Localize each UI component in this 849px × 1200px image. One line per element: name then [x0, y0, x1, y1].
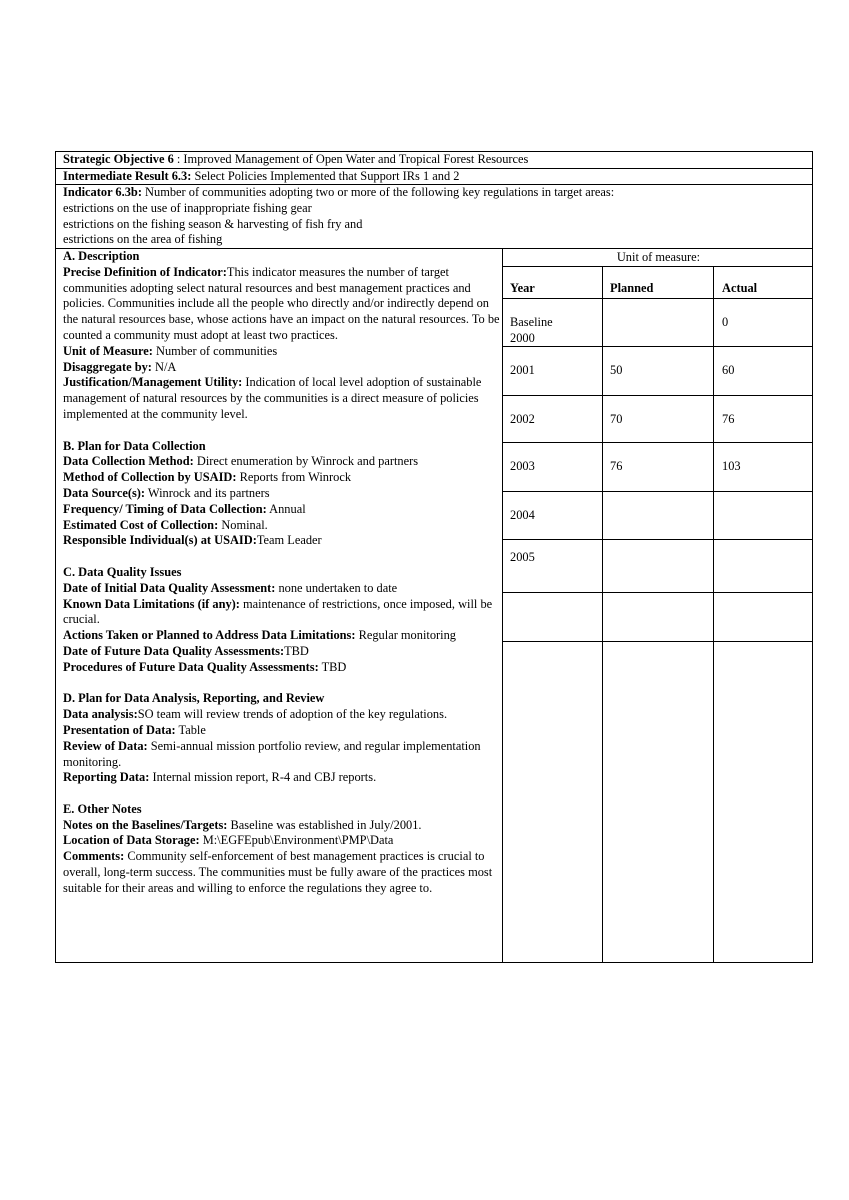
comments-label: Comments: [63, 849, 125, 864]
justification-label: Justification/Management Utility: [63, 375, 243, 390]
unit-of-measure-header: Unit of measure: [616, 250, 701, 264]
indicator-line-2: estrictions on the fishing season & harvesting of fish fry and [63, 216, 363, 231]
table-rule [502, 346, 813, 347]
future-assessment-text: TBD [284, 643, 309, 658]
actual-cell: 0 [722, 315, 729, 329]
cost-text: Nominal. [218, 517, 268, 532]
known-limitations-label: Known Data Limitations (if any): [63, 596, 240, 611]
storage-label: Location of Data Storage: [63, 833, 200, 848]
review-text: Semi-annual mission portfolio review, and regular implementation monitoring. [63, 738, 481, 769]
definition-label: Precise Definition of Indicator: [63, 264, 227, 279]
column-divider-main [502, 249, 503, 963]
definition-text: This indicator measures the number of target communities adopting select natural resources and best management practices and policies. Communities include all the people who directly and/or indirectly depend on the natural resources base, whose actions have an impact on the natural resources. To be counted a community must adopt at least two practices. [63, 264, 500, 342]
planned-cell: 70 [610, 412, 623, 426]
baseline-notes-label: Notes on the Baselines/Targets: [63, 817, 228, 832]
indicator-sheet [55, 151, 813, 963]
column-divider-planned [602, 266, 603, 963]
indicator-label: Indicator 6.3b: [63, 185, 142, 199]
initial-assessment-label: Date of Initial Data Quality Assessment: [63, 580, 276, 595]
procedures-text: TBD [318, 659, 347, 674]
procedures-label: Procedures of Future Data Quality Assessments: [63, 659, 319, 674]
comments-text: Community self-enforcement of best management practices is crucial to overall, long-term success. The communities must be fully aware of the practices most suitable for their areas and willing to enforce the regulations they agree to. [63, 849, 493, 895]
year-cell: 2005 [510, 550, 535, 564]
column-header-year: Year [510, 281, 535, 295]
indicator-line-3: estrictions on the area of fishing [63, 232, 223, 247]
storage-text: M:\EGFEpub\Environment\PMP\Data [199, 833, 394, 848]
actual-cell: 103 [722, 459, 741, 473]
ir-text: Select Policies Implemented that Support IRs 1 and 2 [191, 169, 460, 183]
section-c-heading: C. Data Quality Issues [63, 564, 182, 579]
data-analysis-text: SO team will review trends of adoption of the key regulations. [137, 707, 448, 722]
disaggregate-label: Disaggregate by: [63, 359, 152, 374]
intermediate-result-row [56, 169, 812, 185]
year-cell-line2: 2000 [510, 331, 535, 345]
responsible-text: Team Leader [256, 533, 322, 548]
strategic-objective-row [56, 152, 812, 169]
known-limitations-text: maintenance of restrictions, once imposed, will be crucial. [63, 596, 493, 627]
definition-paragraph [63, 265, 501, 344]
disaggregate-text: N/A [151, 359, 177, 374]
table-rule [502, 395, 813, 396]
table-rule [502, 442, 813, 443]
data-analysis-label: Data analysis: [63, 707, 138, 722]
frequency-label: Frequency/ Timing of Data Collection: [63, 501, 267, 516]
table-rule [502, 641, 813, 642]
year-cell: 2003 [510, 459, 535, 473]
section-d-heading: D. Plan for Data Analysis, Reporting, and Review [63, 691, 325, 706]
table-rule [502, 266, 813, 267]
year-cell: 2001 [510, 363, 535, 377]
responsible-label: Responsible Individual(s) at USAID: [63, 533, 257, 548]
indicator-row [56, 185, 812, 249]
column-header-actual: Actual [722, 281, 758, 295]
section-a-heading: A. Description [63, 249, 140, 263]
presentation-label: Presentation of Data: [63, 722, 176, 737]
method-usaid-text: Reports from Winrock [236, 470, 352, 485]
indicator-line-1: estrictions on the use of inappropriate fishing gear [63, 200, 312, 215]
actual-cell: 60 [722, 363, 735, 377]
section-b-heading: B. Plan for Data Collection [63, 438, 206, 453]
justification-text: Indication of local level adoption of sustainable management of natural resources by the communities is a direct measure of policies implemented at the community level. [63, 375, 482, 421]
description-column [63, 249, 501, 897]
frequency-text: Annual [266, 501, 306, 516]
column-divider-actual [713, 266, 714, 963]
collection-method-text: Direct enumeration by Winrock and partners [193, 454, 419, 469]
ir-label: Intermediate Result 6.3: [63, 169, 192, 183]
so-text: : Improved Management of Open Water and Tropical Forest Resources [173, 152, 529, 166]
method-usaid-label: Method of Collection by USAID: [63, 470, 237, 485]
table-rule [502, 592, 813, 593]
baseline-notes-text: Baseline was established in July/2001. [227, 817, 422, 832]
data-source-text: Winrock and its partners [145, 485, 270, 500]
table-rule [502, 491, 813, 492]
reporting-label: Reporting Data: [63, 770, 150, 785]
actions-label: Actions Taken or Planned to Address Data Limitations: [63, 628, 356, 643]
planned-cell: 76 [610, 459, 623, 473]
planned-cell: 50 [610, 363, 623, 377]
year-cell: 2004 [510, 508, 535, 522]
unit-of-measure-label: Unit of Measure: [63, 343, 153, 358]
reporting-text: Internal mission report, R-4 and CBJ reports. [149, 770, 377, 785]
actions-text: Regular monitoring [355, 628, 456, 643]
year-cell: Baseline [510, 315, 553, 329]
future-assessment-label: Date of Future Data Quality Assessments: [63, 643, 285, 658]
table-rule [502, 298, 813, 299]
collection-method-label: Data Collection Method: [63, 454, 194, 469]
section-e-heading: E. Other Notes [63, 801, 142, 816]
indicator-text: Number of communities adopting two or more of the following key regulations in target areas: [141, 185, 615, 199]
so-label: Strategic Objective 6 [63, 152, 174, 166]
year-cell: 2002 [510, 412, 535, 426]
cost-label: Estimated Cost of Collection: [63, 517, 219, 532]
data-source-label: Data Source(s): [63, 485, 146, 500]
actual-cell: 76 [722, 412, 735, 426]
initial-assessment-text: none undertaken to date [275, 580, 398, 595]
review-label: Review of Data: [63, 738, 148, 753]
table-rule [502, 539, 813, 540]
unit-of-measure-text: Number of communities [152, 343, 278, 358]
column-header-planned: Planned [610, 281, 654, 295]
presentation-text: Table [175, 722, 206, 737]
